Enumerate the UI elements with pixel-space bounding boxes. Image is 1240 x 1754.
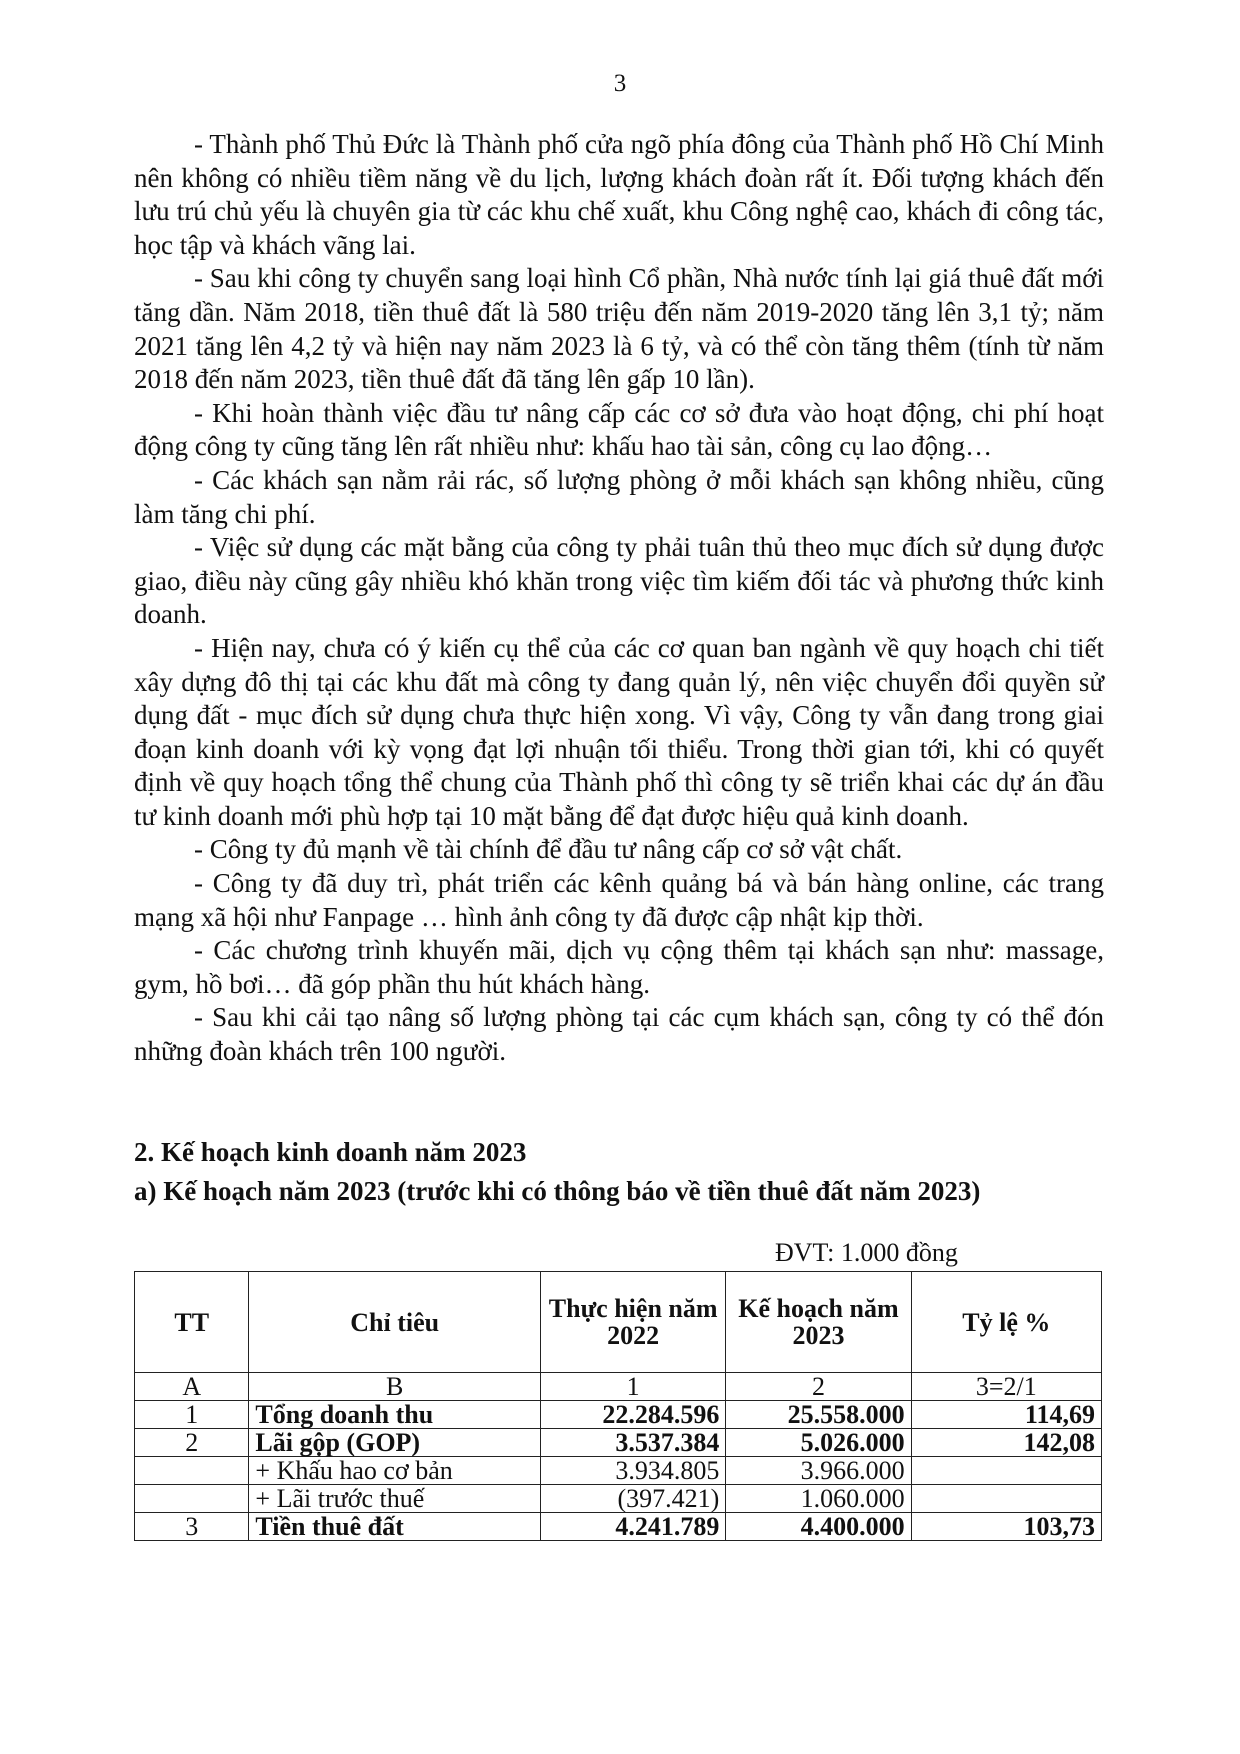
row-plan: 25.558.000 (726, 1401, 911, 1429)
row-indicator: Tiền thuê đất (249, 1513, 541, 1541)
paragraph: - Các chương trình khuyến mãi, dịch vụ cộng thêm tại khách sạn như: massage, gym, hồ bơi… đã góp phần thu hút khách hàng. (134, 935, 1104, 999)
row-ratio (911, 1485, 1101, 1513)
section-heading: 2. Kế hoạch kinh doanh năm 2023 (134, 1137, 527, 1167)
row-indicator: + Khấu hao cơ bản (249, 1457, 541, 1485)
table-row (135, 1457, 1102, 1485)
header-plan-2023: Kế hoạch năm 2023 (726, 1272, 911, 1373)
table-row (135, 1485, 1102, 1513)
header-ratio: Tỷ lệ % (911, 1272, 1101, 1373)
table-row (135, 1429, 1102, 1457)
code-cell: B (249, 1373, 541, 1401)
row-tt (135, 1457, 249, 1485)
row-tt: 3 (135, 1513, 249, 1541)
row-tt: 2 (135, 1429, 249, 1457)
row-actual: 3.934.805 (541, 1457, 726, 1485)
row-plan: 1.060.000 (726, 1485, 911, 1513)
business-plan-table (134, 1271, 1102, 1541)
table-row (135, 1401, 1102, 1429)
row-ratio (911, 1457, 1101, 1485)
paragraph: - Công ty đã duy trì, phát triển các kênh quảng bá và bán hàng online, các trang mạng xã hội như Fanpage … hình ảnh công ty đã được cập nhật kịp thời. (134, 868, 1104, 932)
row-actual: 22.284.596 (541, 1401, 726, 1429)
row-indicator: Lãi gộp (GOP) (249, 1429, 541, 1457)
row-actual: 3.537.384 (541, 1429, 726, 1457)
subsection-heading: a) Kế hoạch năm 2023 (trước khi có thông báo về tiền thuê đất năm 2023) (134, 1176, 981, 1206)
row-indicator: Tổng doanh thu (249, 1401, 541, 1429)
header-tt: TT (135, 1272, 249, 1373)
page-number: 3 (613, 70, 627, 97)
code-cell: A (135, 1373, 249, 1401)
row-plan: 5.026.000 (726, 1429, 911, 1457)
body-text (134, 128, 1104, 1069)
header-indicator: Chỉ tiêu (249, 1272, 541, 1373)
paragraph: - Công ty đủ mạnh về tài chính để đầu tư nâng cấp cơ sở vật chất. (194, 834, 903, 865)
header-actual-2022: Thực hiện năm 2022 (541, 1272, 726, 1373)
paragraph: - Các khách sạn nằm rải rác, số lượng phòng ở mỗi khách sạn không nhiều, cũng làm tăng chi phí. (134, 464, 1104, 529)
paragraph: - Sau khi công ty chuyển sang loại hình Cổ phần, Nhà nước tính lại giá thuê đất mới tăng dần. Năm 2018, tiền thuê đất là 580 triệu đến năm 2019-2020 tăng lên 3,1 tỷ; năm 2021 tăng lên 4,2 tỷ và hiện nay năm 2023 là 6 tỷ, và có thể còn tăng thêm (tính từ năm 2018 đến năm 2023, tiền thuê đất đã tăng lên gấp 10 lần). (134, 263, 1104, 395)
row-actual: 4.241.789 (541, 1513, 726, 1541)
code-cell: 1 (541, 1373, 726, 1401)
row-plan: 4.400.000 (726, 1513, 911, 1541)
row-ratio: 142,08 (911, 1429, 1101, 1457)
row-tt: 1 (135, 1401, 249, 1429)
paragraph: - Khi hoàn thành việc đầu tư nâng cấp các cơ sở đưa vào hoạt động, chi phí hoạt động công ty cũng tăng lên rất nhiều như: khấu hao tài sản, công cụ lao động… (134, 397, 1104, 462)
unit-note: ĐVT: 1.000 đồng (775, 1238, 958, 1267)
table-header-row (135, 1272, 1102, 1373)
paragraph: - Hiện nay, chưa có ý kiến cụ thể của các cơ quan ban ngành về quy hoạch chi tiết xây dựng đô thị tại các khu đất mà công ty đang quản lý, nên việc chuyển đổi quyền sử dụng đất - mục đích sử dụng chưa thực hiện xong. Vì vậy, Công ty vẫn đang trong giai đoạn kinh doanh với kỳ vọng đạt lợi nhuận tối thiểu. Trong thời gian tới, khi có quyết định về quy hoạch tổng thể chung của Thành phố thì công ty sẽ triển khai các dự án đầu tư kinh doanh mới phù hợp tại 10 mặt bằng để đạt được hiệu quả kinh doanh. (134, 632, 1104, 831)
row-tt (135, 1485, 249, 1513)
table-code-row (135, 1373, 1102, 1401)
row-actual: (397.421) (541, 1485, 726, 1513)
row-ratio: 114,69 (911, 1401, 1101, 1429)
table-row (135, 1513, 1102, 1541)
paragraph: - Thành phố Thủ Đức là Thành phố cửa ngõ phía đông của Thành phố Hồ Chí Minh nên không có nhiều tiềm năng về du lịch, lượng khách đoàn rất ít. Đối tượng khách đến lưu trú chủ yếu là chuyên gia từ các khu chế xuất, khu Công nghệ cao, khách đi công tác, học tập và khách vãng lai. (134, 129, 1104, 260)
paragraph: - Sau khi cải tạo nâng số lượng phòng tại các cụm khách sạn, công ty có thể đón những đoàn khách trên 100 người. (134, 1002, 1104, 1067)
paragraph: - Việc sử dụng các mặt bằng của công ty phải tuân thủ theo mục đích sử dụng được giao, điều này cũng gây nhiều khó khăn trong việc tìm kiếm đối tác và phương thức kinh doanh. (134, 532, 1104, 630)
code-cell: 2 (726, 1373, 911, 1401)
code-cell: 3=2/1 (911, 1373, 1101, 1401)
row-ratio: 103,73 (911, 1513, 1101, 1541)
row-indicator: + Lãi trước thuế (249, 1485, 541, 1513)
row-plan: 3.966.000 (726, 1457, 911, 1485)
